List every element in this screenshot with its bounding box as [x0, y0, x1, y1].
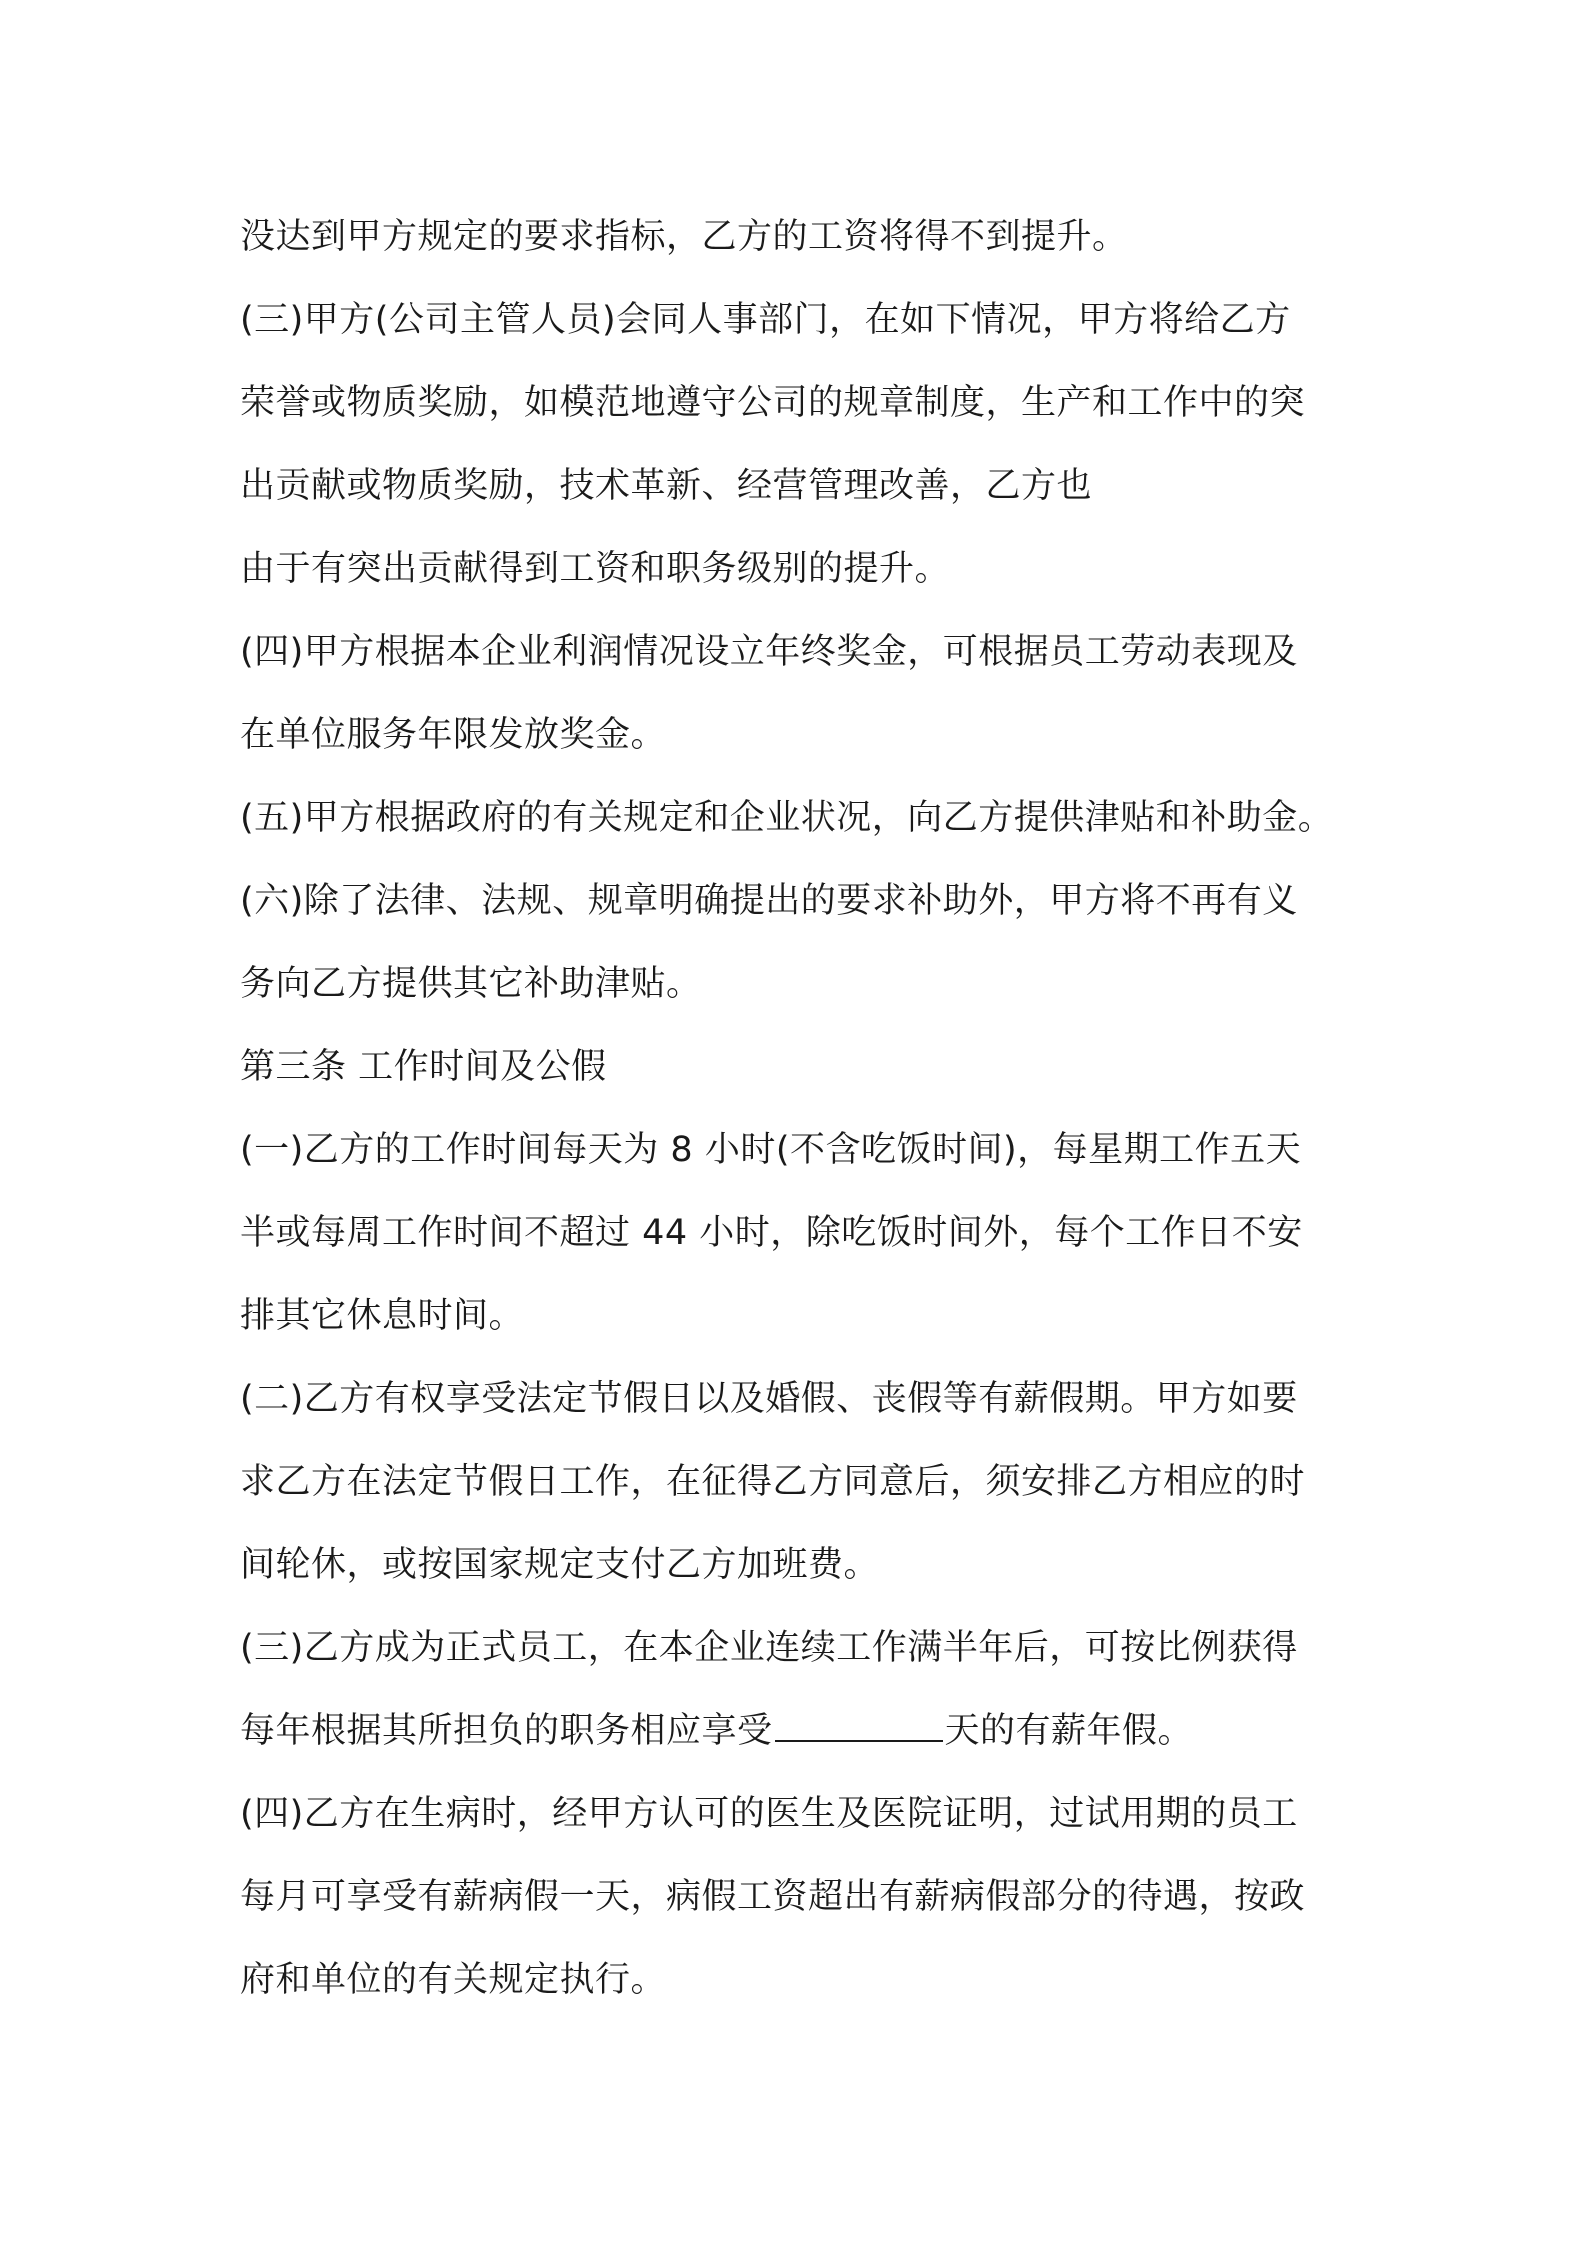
text-line-15: (二)乙方有权享受法定节假日以及婚假、丧假等有薪假期。甲方如要	[240, 1379, 1298, 1419]
text-line-19-after-blank: 天的有薪年假。	[944, 1711, 1194, 1751]
text-line-8: (五)甲方根据政府的有关规定和企业状况，向乙方提供津贴和补助金。	[240, 798, 1334, 838]
document-body	[240, 196, 1360, 2022]
text-line-17: 间轮休，或按国家规定支付乙方加班费。	[240, 1545, 880, 1585]
text-line-14: 排其它休息时间。	[240, 1296, 525, 1336]
text-line-19-before-blank: 每年根据其所担负的职务相应享受	[240, 1711, 773, 1751]
text-line-3: 荣誉或物质奖励，如模范地遵守公司的规章制度，生产和工作中的突	[240, 383, 1306, 423]
text-line-20: (四)乙方在生病时，经甲方认可的医生及医院证明，过试用期的员工	[240, 1794, 1298, 1834]
text-line-7: 在单位服务年限发放奖金。	[240, 715, 667, 755]
text-line-9: (六)除了法律、法规、规章明确提出的要求补助外，甲方将不再有义	[240, 881, 1298, 921]
text-line-21: 每月可享受有薪病假一天，病假工资超出有薪病假部分的待遇，按政	[240, 1877, 1306, 1917]
text-line-2: (三)甲方(公司主管人员)会同人事部门，在如下情况，甲方将给乙方	[240, 300, 1291, 340]
text-line-22: 府和单位的有关规定执行。	[240, 1960, 667, 2000]
text-line-13: 半或每周工作时间不超过 44 小时，除吃饭时间外，每个工作日不安	[240, 1213, 1303, 1253]
text-line-6: (四)甲方根据本企业利润情况设立年终奖金，可根据员工劳动表现及	[240, 632, 1298, 672]
text-line-16: 求乙方在法定节假日工作，在征得乙方同意后，须安排乙方相应的时	[240, 1462, 1306, 1502]
text-line-19	[240, 1690, 1360, 1773]
text-line-12: (一)乙方的工作时间每天为 8 小时(不含吃饭时间)，每星期工作五天	[240, 1130, 1302, 1170]
text-line-10: 务向乙方提供其它补助津贴。	[240, 964, 702, 1004]
text-line-4: 出贡献或物质奖励，技术革新、经营管理改善，乙方也	[240, 466, 1093, 506]
fill-in-blank	[775, 1710, 943, 1742]
text-line-1: 没达到甲方规定的要求指标，乙方的工资将得不到提升。	[240, 217, 1128, 257]
text-line-5: 由于有突出贡献得到工资和职务级别的提升。	[240, 549, 951, 589]
section-heading: 第三条 工作时间及公假	[240, 1047, 607, 1087]
text-line-18: (三)乙方成为正式员工，在本企业连续工作满半年后，可按比例获得	[240, 1628, 1298, 1668]
